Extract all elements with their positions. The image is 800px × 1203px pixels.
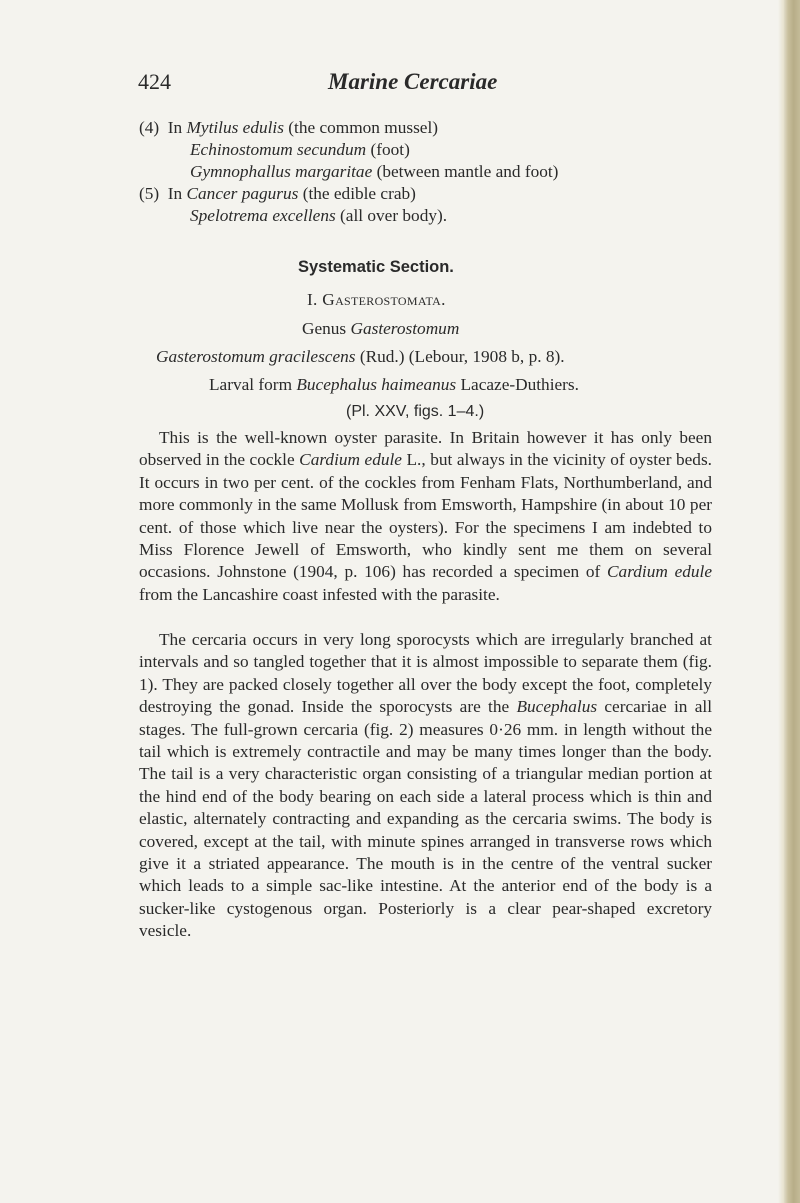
section-heading: Systematic Section. — [298, 258, 454, 276]
parasite-note: (between mantle and foot) — [372, 162, 559, 181]
paragraph-text: The cercaria occurs in very long sporocysts which are irregularly branched at intervals and so tangled together that it is almost impossible to separate them (fig. 1). They are packed closely together all over the body except the foot, completely destroying the gonad. Inside the sporocysts are the — [139, 630, 712, 717]
entry-prefix: In — [167, 118, 187, 137]
paragraph-text: from the Lancashire coast infested with the parasite. — [139, 584, 500, 604]
parasite-note: (foot) — [366, 140, 410, 159]
plate-reference: (Pl. XXV, figs. 1–4.) — [346, 403, 485, 420]
entry-number: (4) — [139, 118, 160, 137]
parasite-species: Echinostomum secundum — [190, 140, 367, 159]
host-species: Mytilus edulis — [186, 118, 284, 137]
order-heading: I. Gasterostomata. — [307, 290, 446, 309]
genus-heading — [302, 318, 459, 340]
entry-number: (5) — [139, 184, 160, 203]
host-entry-5 — [139, 183, 416, 205]
genus-ref: Bucephalus — [516, 697, 598, 717]
species-ref: Cardium edule — [607, 562, 712, 582]
paragraph-text: This is the well-known oyster parasite. In Britain however it has only been observed in the cockle — [139, 428, 712, 470]
larval-prefix: Larval form — [209, 375, 297, 394]
larval-form-line — [209, 374, 579, 396]
species-name: Gasterostomum gracilescens — [156, 347, 356, 366]
parasite-entry — [190, 205, 447, 227]
species-ref: Cardium edule — [299, 450, 402, 470]
host-species: Cancer pagurus — [186, 184, 299, 203]
species-authority: (Rud.) (Lebour, 1908 b, p. 8). — [355, 347, 565, 366]
genus-name: Gasterostomum — [350, 319, 460, 338]
genus-prefix: Genus — [302, 319, 351, 338]
paragraph-2 — [139, 629, 712, 943]
parasite-entry — [190, 161, 558, 183]
parasite-species: Spelotrema excellens — [190, 206, 336, 225]
paragraph-1 — [139, 427, 712, 606]
page-header — [0, 69, 800, 97]
species-line — [156, 346, 565, 368]
entry-prefix: In — [167, 184, 187, 203]
paragraph-text: cercariae in all stages. The full-grown cercaria (fig. 2) measures 0·26 mm. in length without the tail which is extremely contractile and may be many times longer than the body. The tail is a very characteristic organ consisting of a triangular median portion at the hind end of the body bearing on each side a lateral process which is thin and elastic, alternately contracting and expanding as the cercaria swims. The body is covered, except at the tail, with minute spines arranged in transverse rows which give it a striated appearance. The mouth is in the centre of the ventral sucker which leads to a simple sac-like intestine. At the anterior end of the body is a sucker-like cystogenous organ. Posteriorly is a clear pear-shaped excretory vesicle. — [139, 697, 713, 941]
paragraph-text: L., but always in the vicinity of oyster beds. It occurs in two per cent. of the cockles from Fenham Flats, Northumberland, and more commonly in the same Mollusk from Emsworth, Hampshire (in about 10 per cent. of those which live near the oysters). For the specimens I am indebted to Miss Florence Jewell of Emsworth, who kindly sent me them on several occasions. Johnstone (1904, p. 106) has recorded a specimen of — [139, 450, 712, 582]
parasite-species: Gymnophallus margaritae — [190, 162, 373, 181]
page-edge — [784, 0, 800, 1203]
parasite-entry — [190, 139, 410, 161]
host-note: (the edible crab) — [298, 184, 416, 203]
running-title: Marine Cercariae — [328, 69, 498, 94]
larval-authority: Lacaze-Duthiers. — [456, 375, 579, 394]
host-note: (the common mussel) — [283, 118, 439, 137]
larval-name: Bucephalus haimeanus — [296, 375, 457, 394]
page-number: 424 — [138, 69, 171, 94]
host-entry-4 — [139, 117, 438, 139]
parasite-note: (all over body). — [335, 206, 448, 225]
